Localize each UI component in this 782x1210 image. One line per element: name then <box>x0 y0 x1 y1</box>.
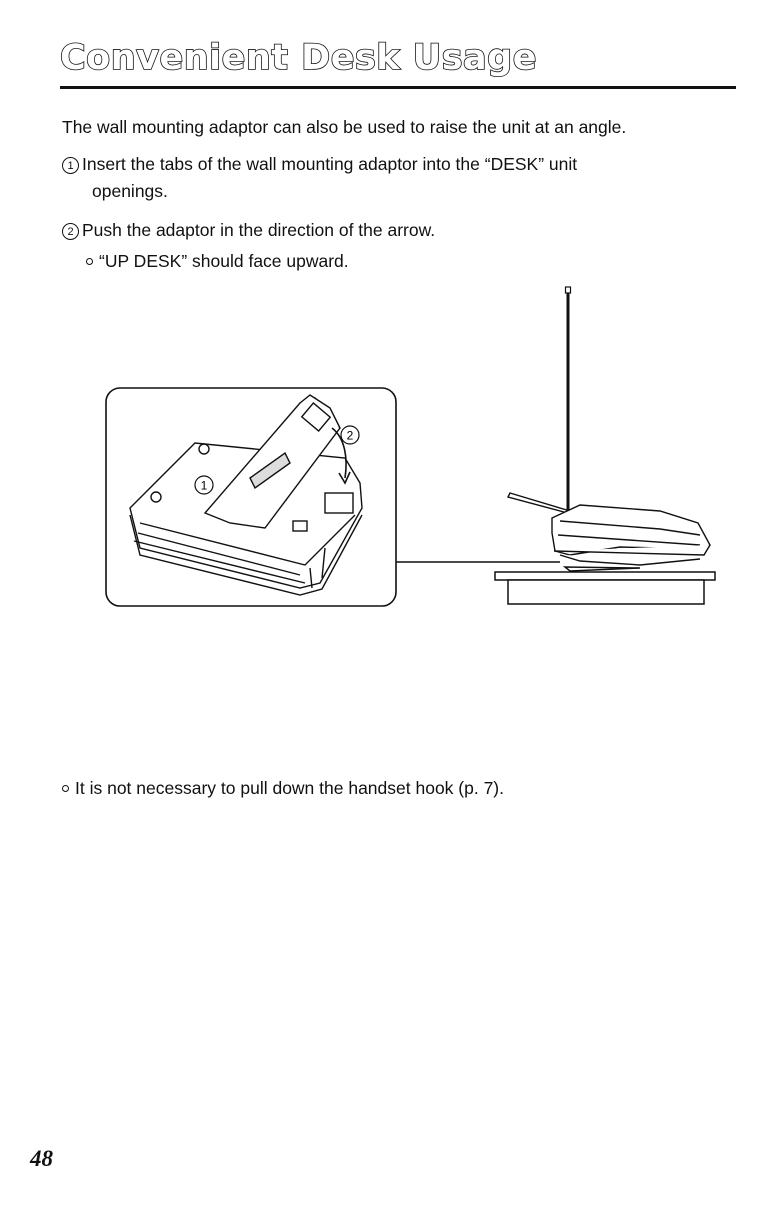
desk-mount-illustration <box>100 283 730 618</box>
step-2-text: Push the adaptor in the direction of the arrow. <box>82 220 436 240</box>
step-2 <box>62 219 435 241</box>
callout-1: 1 <box>200 478 208 493</box>
bullet-icon <box>86 258 93 265</box>
step-1-marker: 1 <box>62 157 79 174</box>
note-up-desk <box>86 250 349 272</box>
step-1-continuation: openings. <box>92 181 168 201</box>
bullet-icon <box>62 785 69 792</box>
step-1-text: Insert the tabs of the wall mounting adaptor into the “DESK” unit <box>82 154 578 174</box>
note-up-desk-text: “UP DESK” should face upward. <box>99 251 349 271</box>
unit-side-view <box>508 493 710 565</box>
step-2-marker: 2 <box>62 223 79 240</box>
note-handset-hook-text: It is not necessary to pull down the handset hook (p. 7). <box>75 778 504 798</box>
wall-mount-adaptor <box>205 395 340 528</box>
callout-2: 2 <box>346 428 354 443</box>
note-handset-hook <box>62 777 504 799</box>
antenna <box>566 287 571 515</box>
step-1 <box>62 153 702 175</box>
title-underline <box>60 86 736 89</box>
desk-surface <box>495 567 715 604</box>
page-title: Convenient Desk Usage <box>60 38 537 78</box>
intro-paragraph: The wall mounting adaptor can also be used to raise the unit at an angle. <box>62 117 627 137</box>
page-number: 48 <box>30 1146 53 1171</box>
